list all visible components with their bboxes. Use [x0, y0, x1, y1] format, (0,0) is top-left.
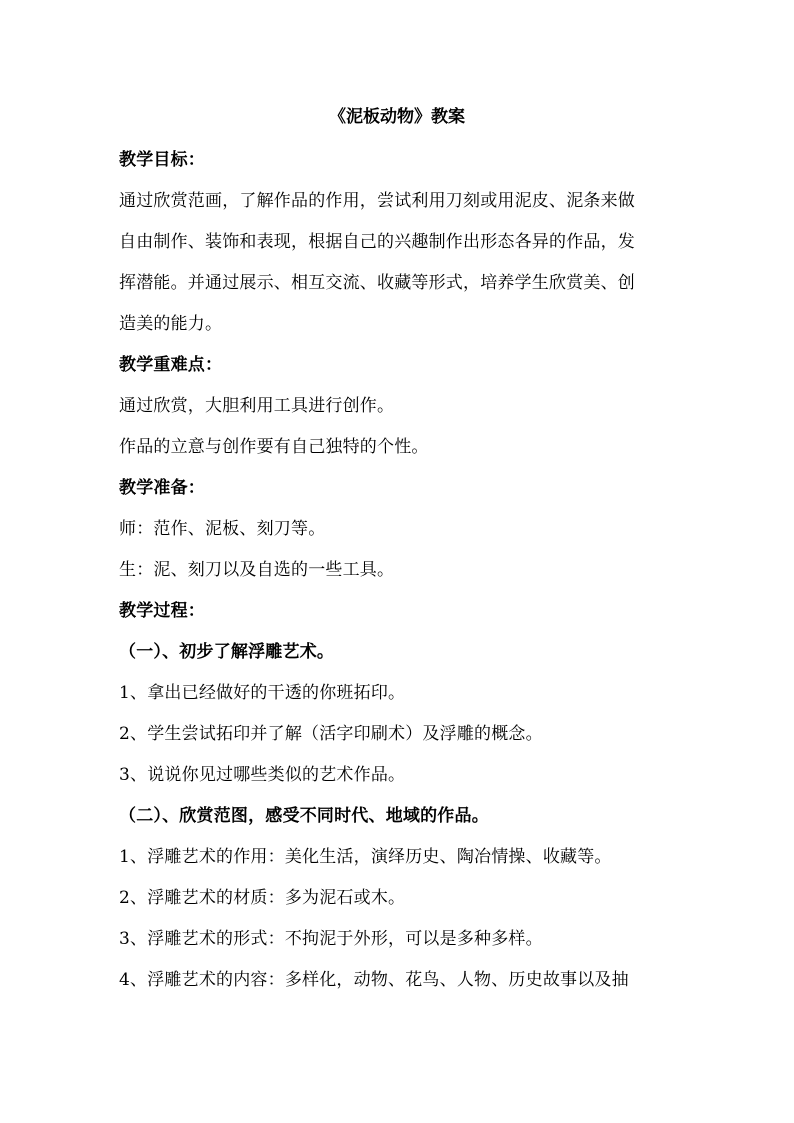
- paragraph-line: 作品的立意与创作要有自己独特的个性。: [119, 437, 429, 457]
- paragraph-line: 造美的能力。: [119, 314, 223, 334]
- list-item: 2、浮雕艺术的材质：多为泥石或木。: [119, 888, 406, 908]
- subsection-heading-part-two: （二）、欣赏范图，感受不同时代、地域的作品。: [119, 806, 489, 826]
- document-body: [119, 147, 679, 1008]
- section-heading-preparation: 教学准备：: [119, 478, 205, 498]
- list-item: 2、学生尝试拓印并了解（活字印刷术）及浮雕的概念。: [119, 724, 543, 744]
- subsection-heading-part-one: （一）、初步了解浮雕艺术。: [119, 642, 335, 662]
- list-item: 1、拿出已经做好的干透的你班拓印。: [119, 683, 406, 703]
- paragraph-line: 通过欣赏，大胆利用工具进行创作。: [119, 396, 395, 416]
- paragraph-line: 自由制作、装饰和表现，根据自己的兴趣制作出形态各异的作品，发: [119, 232, 635, 252]
- paragraph-line: 挥潜能。并通过展示、相互交流、收藏等形式，培养学生欣赏美、创: [119, 273, 635, 293]
- paragraph-line: 生：泥、刻刀以及自选的一些工具。: [119, 560, 395, 580]
- paragraph-line: 师：范作、泥板、刻刀等。: [119, 519, 326, 539]
- section-heading-objectives: 教学目标：: [119, 150, 205, 170]
- section-heading-key-points: 教学重难点：: [119, 355, 223, 375]
- list-item: 3、说说你见过哪些类似的艺术作品。: [119, 765, 406, 785]
- list-item: 1、浮雕艺术的作用：美化生活，演绎历史、陶冶情操、收藏等。: [119, 847, 612, 867]
- document-title: 《泥板动物》教案: [329, 107, 465, 127]
- list-item: 4、浮雕艺术的内容：多样化，动物、花鸟、人物、历史故事以及抽: [119, 970, 629, 990]
- paragraph-line: 通过欣赏范画，了解作品的作用，尝试利用刀刻或用泥皮、泥条来做: [119, 191, 635, 211]
- list-item: 3、浮雕艺术的形式：不拘泥于外形，可以是多种多样。: [119, 929, 543, 949]
- section-heading-process: 教学过程：: [119, 601, 205, 621]
